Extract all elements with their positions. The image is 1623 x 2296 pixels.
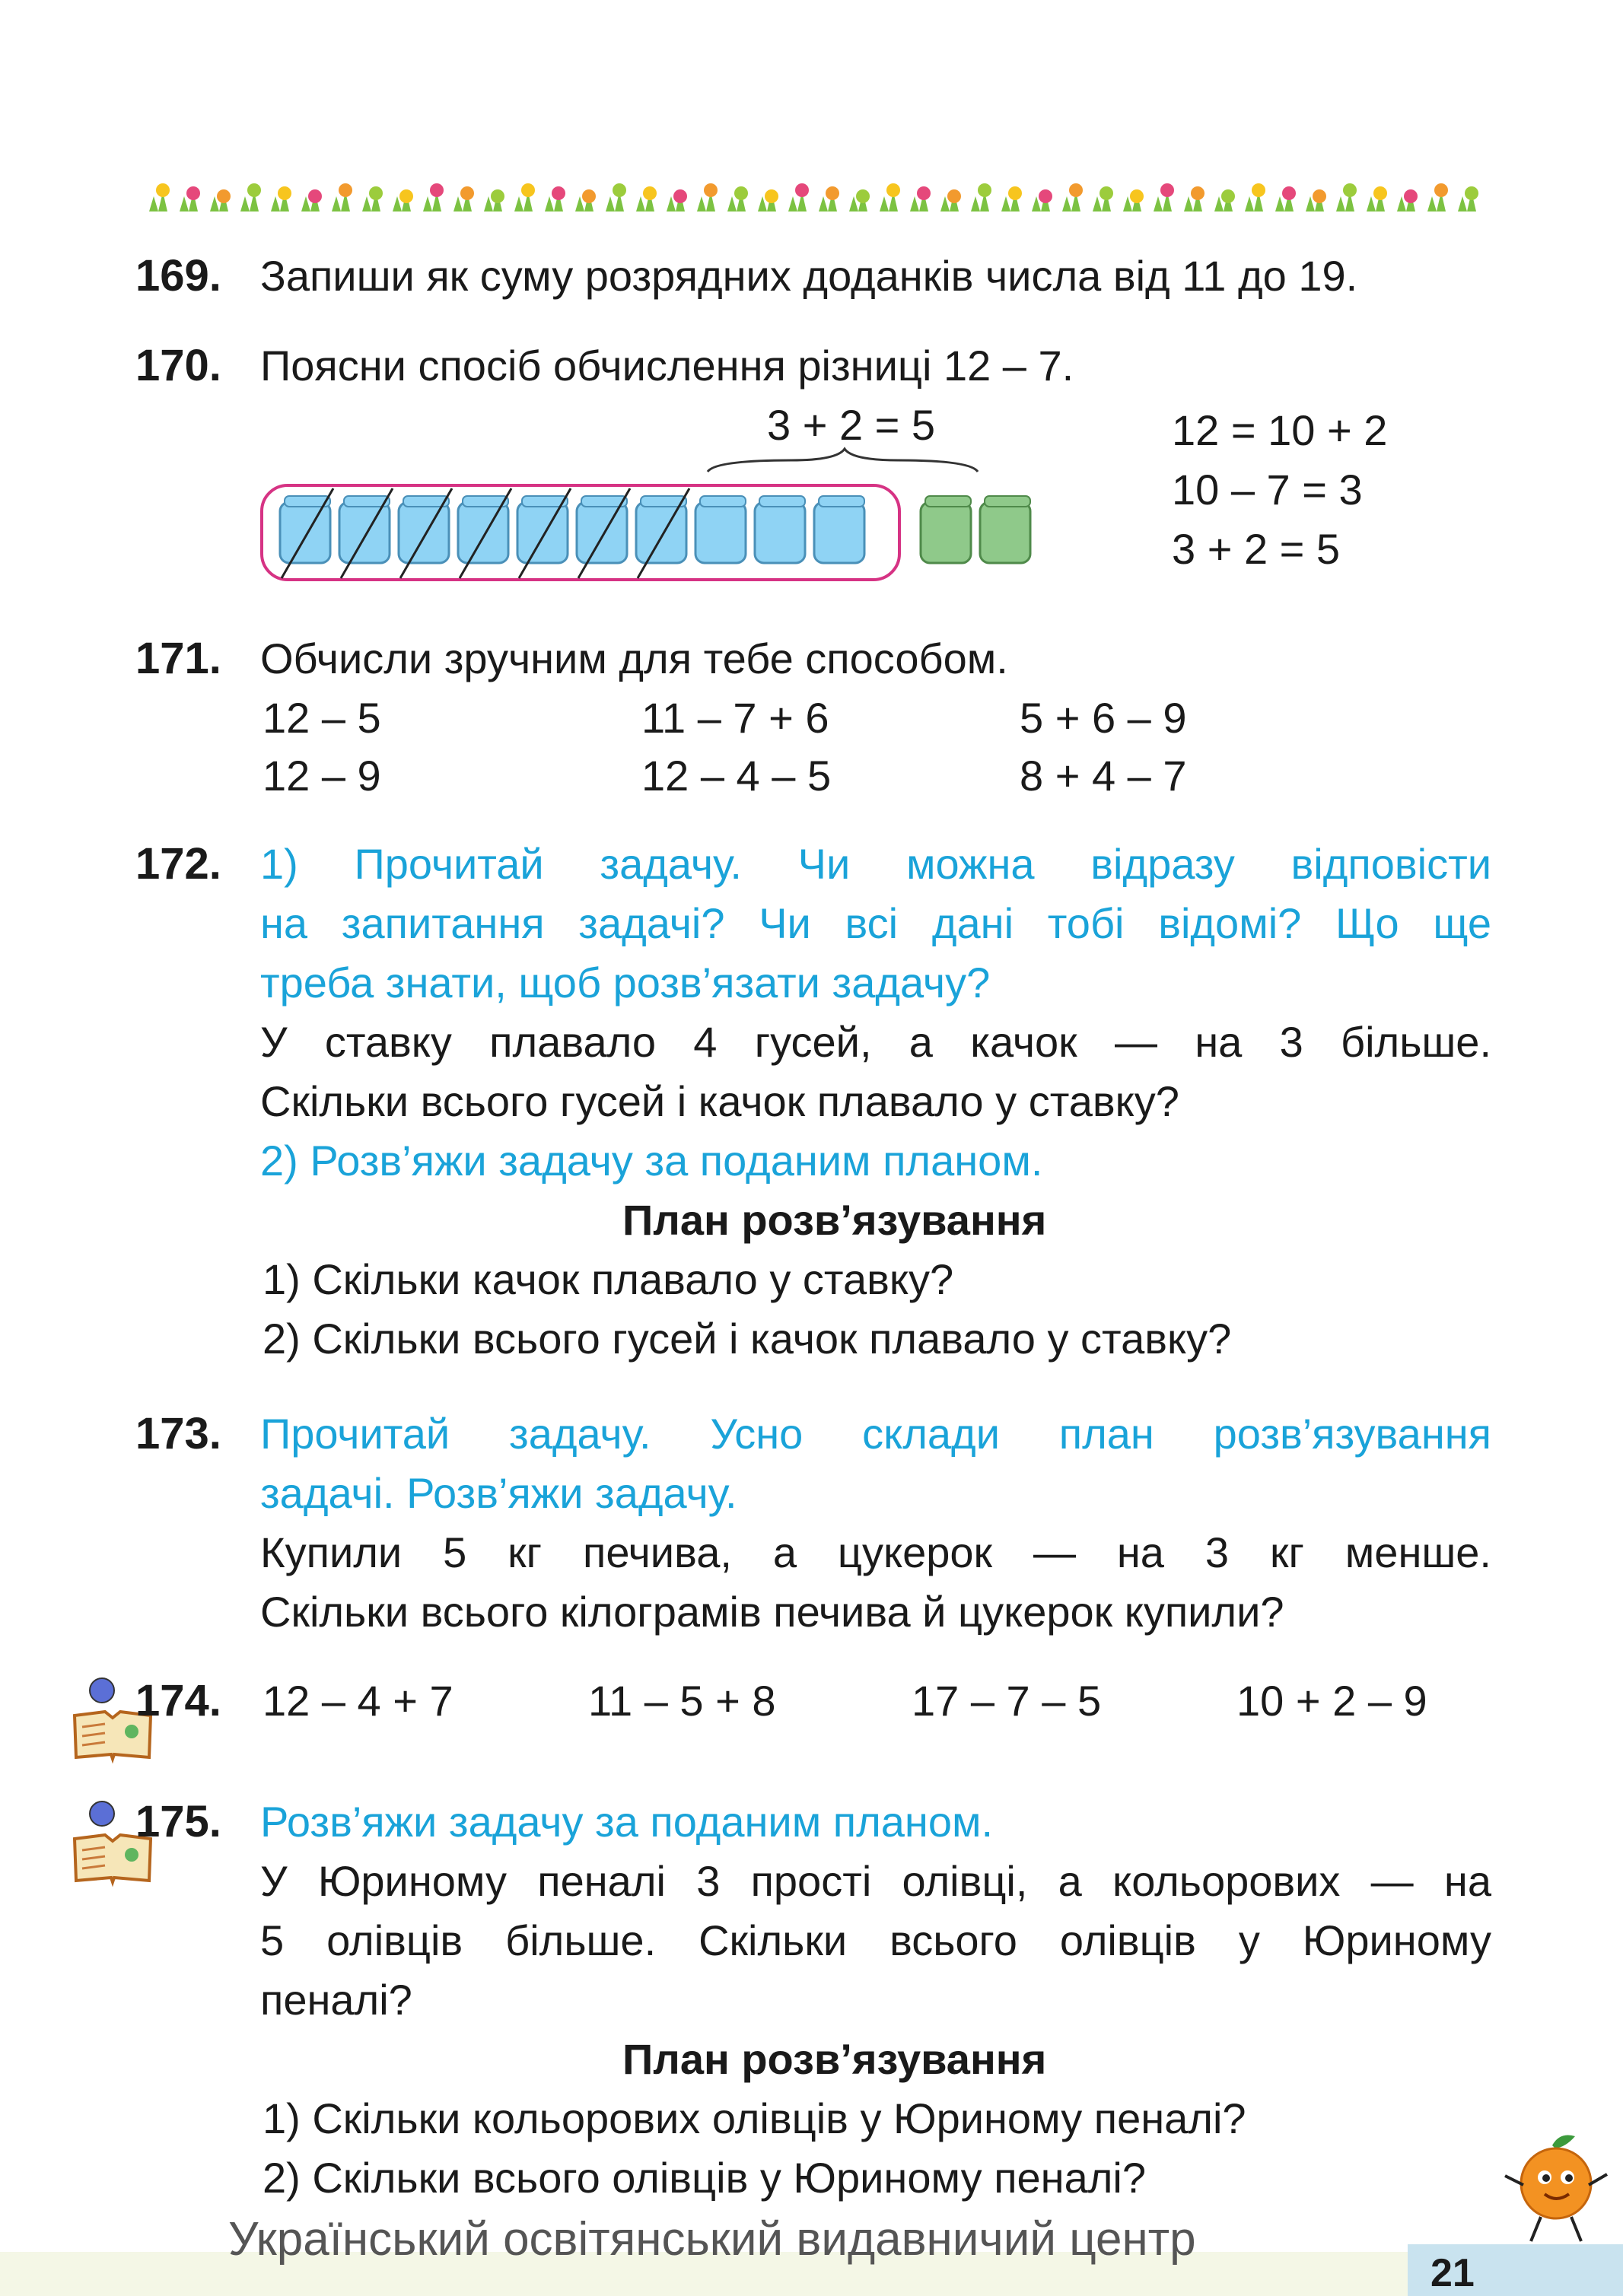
page-number: 21: [1430, 2251, 1475, 2295]
expr-171-2-1: 12 – 9: [263, 752, 381, 800]
exercise-175-instruction: Розв’яжи задачу за поданим планом.: [260, 1798, 994, 1846]
plan-172-step-1: 1) Скільки качок плавало у ставку?: [263, 1255, 954, 1303]
exercise-number-169: 169.: [135, 251, 221, 301]
publisher-name: Український освітянський видавничий центр: [228, 2213, 1196, 2266]
blue-cube: [339, 488, 393, 578]
exercise-175-problem-line-3: пеналі?: [260, 1976, 412, 2024]
green-cube: [980, 496, 1030, 563]
exercise-number-175: 175.: [135, 1797, 221, 1846]
exercise-172-problem-line-1: У ставку плавало 4 гусей, а качок — на 3 більше.: [260, 1018, 1491, 1066]
exercise-173-instruction-line-1: Прочитай задачу. Усно склади план розв’язування: [260, 1410, 1491, 1458]
plan-172-step-2: 2) Скільки всього гусей і качок плавало у ставку?: [263, 1315, 1232, 1363]
exercise-172-instruction-line-1: 1) Прочитай задачу. Чи можна відразу відповісти: [260, 840, 1491, 888]
blue-cube: [517, 488, 571, 578]
blue-cube: [280, 488, 333, 578]
orange-mascot-icon: [1499, 2130, 1613, 2244]
blue-cube: [399, 488, 452, 578]
blue-cube: [814, 496, 864, 563]
exercise-number-171: 171.: [135, 634, 221, 683]
exercise-172-instruction-line-3: треба знати, щоб розв’язати задачу?: [260, 959, 991, 1006]
exercise-172-problem-line-2: Скільки всього гусей і качок плавало у ставку?: [260, 1077, 1179, 1125]
exercise-number-170: 170.: [135, 341, 221, 390]
exercise-172-instruction-2: 2) Розв’яжи задачу за поданим планом.: [260, 1137, 1043, 1185]
expr-171-1-2: 11 – 7 + 6: [641, 694, 829, 742]
blue-cube: [755, 496, 805, 563]
cubes-figure: [259, 426, 1065, 593]
exercise-175-problem-line-2: 5 олівців більше. Скільки всього олівців у Юриному: [260, 1916, 1491, 1964]
blue-cube: [636, 488, 689, 578]
plan-title-172: План розв’язування: [622, 1196, 1047, 1244]
green-cube: [921, 496, 971, 563]
step-2: 10 – 7 = 3: [1172, 466, 1363, 514]
exercise-number-174: 174.: [135, 1676, 221, 1725]
exercise-number-172: 172.: [135, 839, 221, 889]
exercise-173-problem-line-2: Скільки всього кілограмів печива й цукерок купили?: [260, 1588, 1284, 1636]
step-1: 12 = 10 + 2: [1172, 406, 1388, 454]
plan-title-175: План розв’язування: [622, 2035, 1047, 2083]
blue-cube: [458, 488, 511, 578]
expr-171-1-3: 5 + 6 – 9: [1020, 694, 1187, 742]
expr-171-2-2: 12 – 4 – 5: [641, 752, 832, 800]
expr-171-1-1: 12 – 5: [263, 694, 381, 742]
plan-175-step-2: 2) Скільки всього олівців у Юриному пеналі?: [263, 2154, 1146, 2202]
exercise-175-problem-line-1: У Юриному пеналі 3 прості олівці, а кольорових — на: [260, 1857, 1491, 1905]
brace-label: 3 + 2 = 5: [767, 401, 936, 449]
plan-175-step-1: 1) Скільки кольорових олівців у Юриному пеналі?: [263, 2094, 1246, 2142]
exercise-169-text: Запиши як суму розрядних доданків числа від 11 до 19.: [260, 252, 1358, 300]
step-3: 3 + 2 = 5: [1172, 525, 1341, 573]
exercise-171-text: Обчисли зручним для тебе способом.: [260, 634, 1008, 682]
exercise-173-problem-line-1: Купили 5 кг печива, а цукерок — на 3 кг менше.: [260, 1528, 1491, 1576]
flower-border-decoration: [145, 169, 1499, 215]
expr-171-2-3: 8 + 4 – 7: [1020, 752, 1187, 800]
expr-174-4: 10 + 2 – 9: [1236, 1677, 1427, 1725]
exercise-170-text: Поясни спосіб обчислення різниці 12 – 7.: [260, 342, 1074, 390]
exercise-172-instruction-line-2: на запитання задачі? Чи всі дані тобі відомі? Що ще: [260, 899, 1491, 947]
brace: [708, 449, 978, 472]
expr-174-1: 12 – 4 + 7: [263, 1677, 453, 1725]
expr-174-3: 17 – 7 – 5: [912, 1677, 1102, 1725]
blue-cube: [695, 496, 746, 563]
expr-174-2: 11 – 5 + 8: [588, 1677, 776, 1725]
exercise-173-instruction-line-2: задачі. Розв’яжи задачу.: [260, 1469, 737, 1517]
exercise-number-173: 173.: [135, 1409, 221, 1458]
blue-cube: [577, 488, 630, 578]
